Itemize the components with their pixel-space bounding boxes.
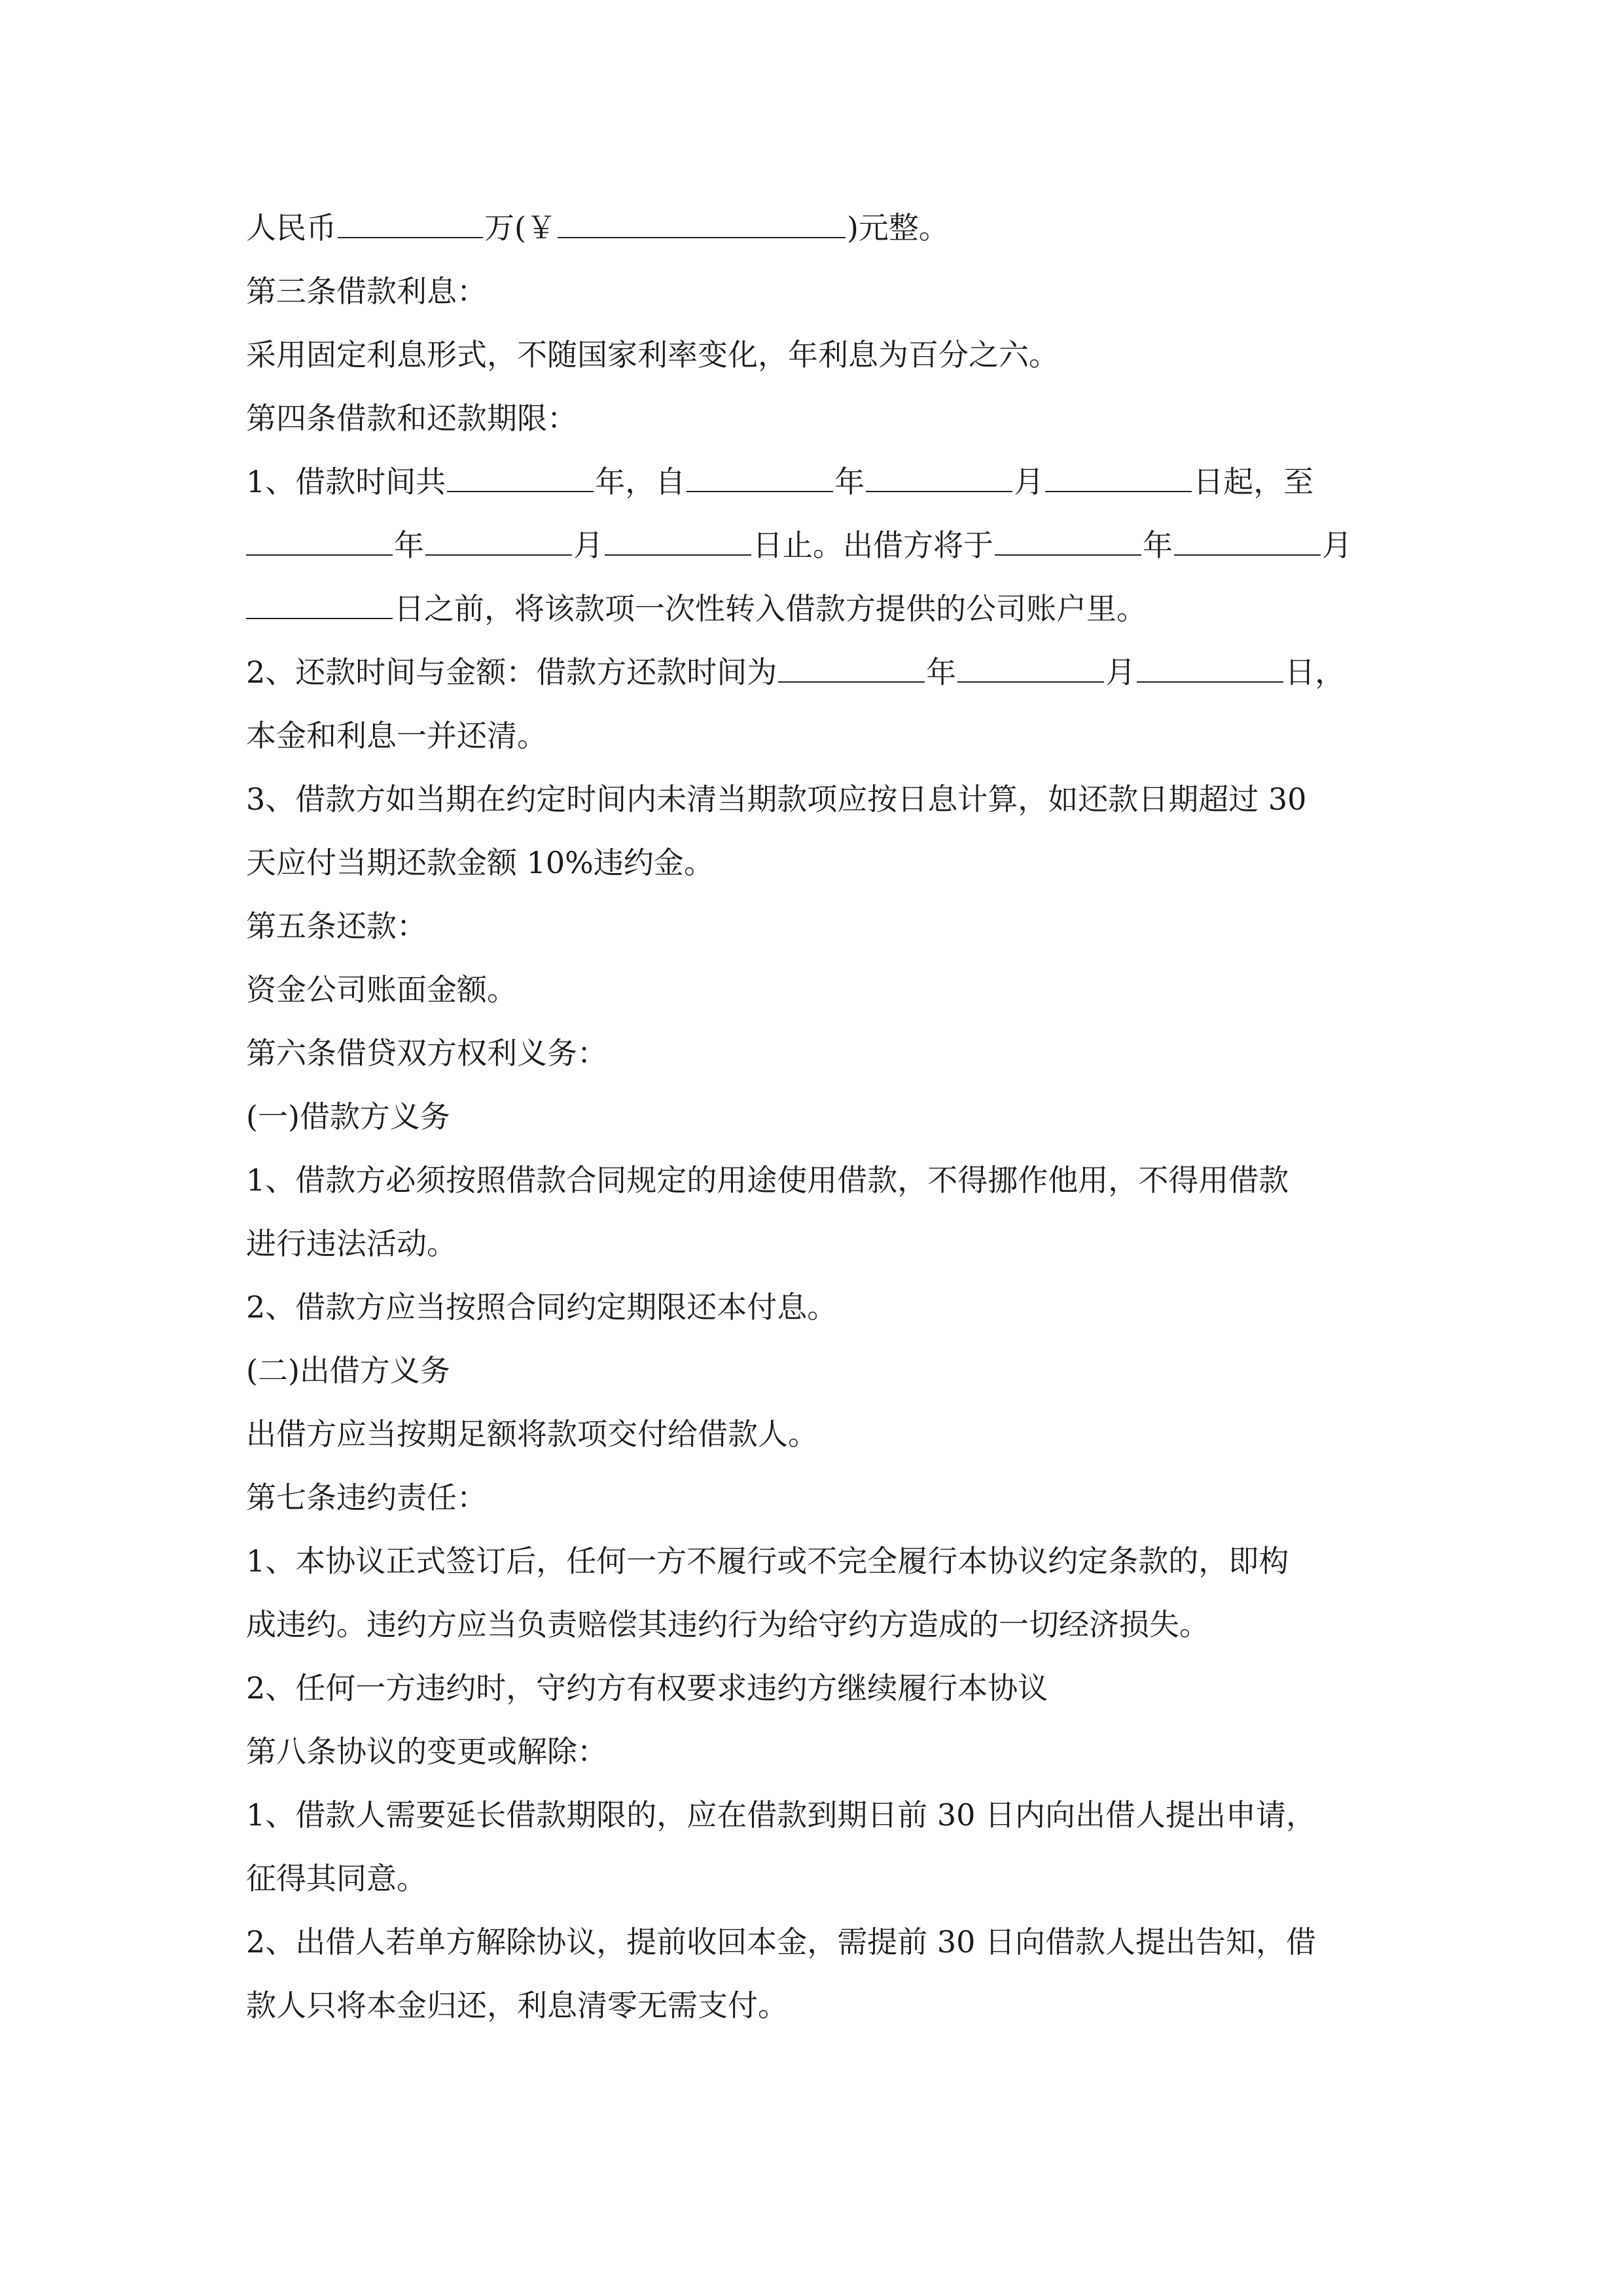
year-label: 年 (394, 528, 424, 563)
currency-label: 人民币 (246, 210, 336, 245)
repay-day-blank (1137, 655, 1283, 683)
paragraph-line: 1、借款方必须按照借款合同规定的用途使用借款，不得挪作他用，不得用借款 (246, 1162, 1289, 1198)
article-6-heading: 第六条借贷双方权利义务： (246, 1035, 607, 1071)
article-3-heading: 第三条借款利息： (246, 274, 487, 309)
paragraph-line: 1、本协议正式签订后，任何一方不履行或不完全履行本协议约定条款的，即构 (246, 1543, 1289, 1579)
loan-period-label: 1、借款时间共 (246, 464, 446, 499)
article-5-heading: 第五条还款： (246, 908, 427, 944)
transfer-month-blank (1174, 528, 1321, 556)
article-7-heading: 第七条违约责任： (246, 1480, 487, 1515)
amount-suffix: )元整。 (846, 210, 949, 245)
repayment-label: 2、还款时间与金额：借款方还款时间为 (246, 655, 777, 690)
end-year-blank (246, 528, 393, 556)
paragraph-line: 本金和利息一并还清。 (246, 718, 547, 753)
amount-blank-yuan (558, 211, 846, 238)
paragraph-line: 成违约。违约方应当负责赔偿其违约行为给守约方造成的一切经济损失。 (246, 1607, 1209, 1642)
start-day-blank (1045, 465, 1192, 492)
paragraph-line: 款人只将本金归还，利息清零无需支付。 (246, 1988, 788, 2023)
transfer-day-blank (246, 592, 393, 619)
repayment-line (246, 641, 1385, 704)
year-label: 年 (926, 655, 957, 690)
loan-end-line (246, 514, 1385, 577)
transfer-text: 日之前，将该款项一次性转入借款方提供的公司账户里。 (394, 591, 1147, 626)
loan-period-line (246, 450, 1385, 514)
from-label: 年，自 (595, 464, 686, 499)
start-year-blank (687, 465, 833, 492)
month-label: 月 (1322, 528, 1352, 563)
paragraph-line: 2、借款方应当按照合同约定期限还本付息。 (246, 1289, 838, 1325)
paragraph-line: 天应付当期还款金额 10%违约金。 (246, 845, 714, 880)
day-label: 日， (1285, 655, 1346, 690)
subsection-heading: (二)出借方义务 (246, 1353, 450, 1388)
article-8-heading: 第八条协议的变更或解除： (246, 1734, 607, 1769)
paragraph-line: 出借方应当按期足额将款项交付给借款人。 (246, 1416, 818, 1452)
year-label: 年 (834, 464, 865, 499)
paragraph-line: 进行违法活动。 (246, 1226, 457, 1261)
contract-body (246, 196, 1385, 2037)
month-label: 月 (573, 528, 603, 563)
transfer-line (246, 577, 1385, 641)
period-years-blank (447, 465, 594, 492)
repay-year-blank (778, 655, 925, 683)
transfer-year-blank (995, 528, 1141, 556)
end-month-blank (425, 528, 572, 556)
amount-line (246, 196, 1385, 260)
start-month-blank (866, 465, 1012, 492)
paragraph-line: 征得其同意。 (246, 1861, 427, 1896)
paragraph-line: 资金公司账面金额。 (246, 972, 517, 1007)
month-label: 月 (1105, 655, 1136, 690)
month-label: 月 (1014, 464, 1044, 499)
amount-blank-wan (338, 211, 483, 238)
end-day-blank (605, 528, 751, 556)
subsection-heading: (一)借款方义务 (246, 1099, 450, 1134)
year-label: 年 (1143, 528, 1173, 563)
article-3-text: 采用固定利息形式，不随国家利率变化，年利息为百分之六。 (246, 337, 1059, 372)
paragraph-line: 3、借款方如当期在约定时间内未清当期款项应按日息计算，如还款日期超过 30 (246, 781, 1307, 817)
paragraph-line: 2、出借人若单方解除协议，提前收回本金，需提前 30 日向借款人提出告知，借 (246, 1924, 1317, 1960)
paragraph-line: 1、借款人需要延长借款期限的，应在借款到期日前 30 日内向出借人提出申请， (246, 1797, 1317, 1833)
article-4-heading: 第四条借款和还款期限： (246, 401, 577, 436)
start-to-label: 日起，至 (1193, 464, 1314, 499)
paragraph-line: 2、任何一方违约时，守约方有权要求违约方继续履行本协议 (246, 1670, 1048, 1706)
repay-month-blank (957, 655, 1104, 683)
yuan-symbol-label: 万(￥ (484, 210, 556, 245)
lender-transfer-label: 日止。出借方将于 (753, 528, 993, 563)
